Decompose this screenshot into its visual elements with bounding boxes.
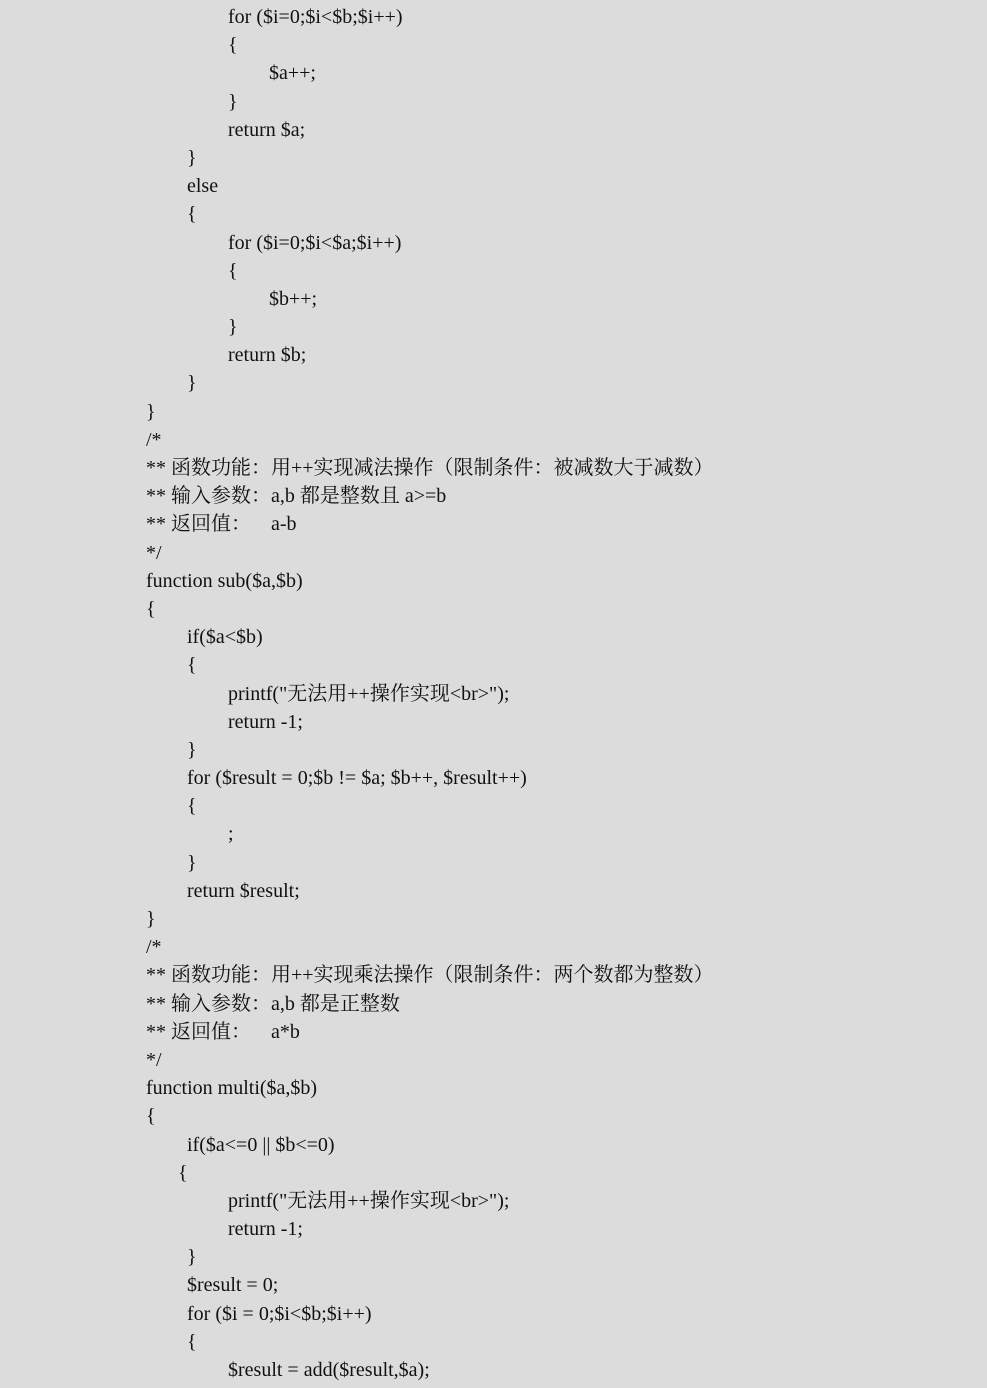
code-line: if($a<=0 || $b<=0) bbox=[187, 1133, 335, 1156]
code-line: } bbox=[187, 1246, 197, 1269]
code-line: } bbox=[146, 400, 156, 423]
code-line: { bbox=[187, 654, 197, 677]
comment-line: ** 函数功能：用++实现减法操作（限制条件：被减数大于减数） bbox=[146, 457, 714, 479]
comment-line: /* bbox=[146, 936, 162, 959]
code-line: printf("无法用++操作实现<br>"); bbox=[228, 1189, 510, 1212]
code-listing bbox=[146, 3, 714, 1384]
comment-line: */ bbox=[146, 541, 162, 564]
code-line: } bbox=[187, 851, 197, 874]
code-line: } bbox=[187, 738, 197, 761]
comment-line: ** 输入参数：a,b 都是整数且 a>=b bbox=[146, 485, 447, 508]
code-line: $result = add($result,$a); bbox=[228, 1359, 430, 1381]
code-line: return $a; bbox=[228, 118, 306, 141]
code-line: return -1; bbox=[228, 1218, 303, 1241]
code-line: { bbox=[187, 1330, 197, 1353]
code-line: printf("无法用++操作实现<br>"); bbox=[228, 682, 510, 705]
code-line: for ($i=0;$i<$a;$i++) bbox=[228, 231, 402, 254]
code-line: { bbox=[187, 795, 197, 818]
code-line: $a++; bbox=[269, 62, 316, 85]
code-line: { bbox=[178, 1161, 188, 1184]
code-line: } bbox=[187, 372, 197, 395]
code-line: for ($result = 0;$b != $a; $b++, $result++) bbox=[187, 767, 527, 790]
comment-line: ** 输入参数：a,b 都是正整数 bbox=[146, 992, 400, 1015]
comment-line: /* bbox=[146, 428, 162, 451]
code-line: } bbox=[187, 146, 197, 169]
code-line: else bbox=[187, 175, 219, 198]
code-line: { bbox=[146, 597, 156, 620]
code-line: $result = 0; bbox=[187, 1274, 279, 1297]
code-line: { bbox=[187, 203, 197, 226]
code-line: for ($i=0;$i<$b;$i++) bbox=[228, 6, 403, 28]
comment-line: ** 函数功能：用++实现乘法操作（限制条件：两个数都为整数） bbox=[146, 964, 714, 987]
code-line: } bbox=[228, 90, 238, 113]
function-signature: function sub($a,$b) bbox=[146, 569, 303, 592]
code-line: return $result; bbox=[187, 879, 300, 902]
code-line: } bbox=[146, 908, 156, 930]
code-line: { bbox=[228, 259, 238, 282]
code-line: return -1; bbox=[228, 710, 303, 733]
code-line: return $b; bbox=[228, 344, 307, 367]
comment-line: ** 返回值： a-b bbox=[146, 513, 297, 536]
code-line: ; bbox=[228, 823, 234, 846]
comment-line: */ bbox=[146, 1048, 162, 1071]
comment-line: ** 返回值： a*b bbox=[146, 1020, 300, 1043]
code-line: for ($i = 0;$i<$b;$i++) bbox=[187, 1302, 372, 1325]
function-signature: function multi($a,$b) bbox=[146, 1077, 318, 1100]
code-line: $b++; bbox=[269, 287, 318, 310]
code-line: { bbox=[228, 34, 238, 57]
code-line: { bbox=[146, 1105, 156, 1128]
code-line: } bbox=[228, 316, 238, 339]
code-line: if($a<$b) bbox=[187, 626, 263, 649]
